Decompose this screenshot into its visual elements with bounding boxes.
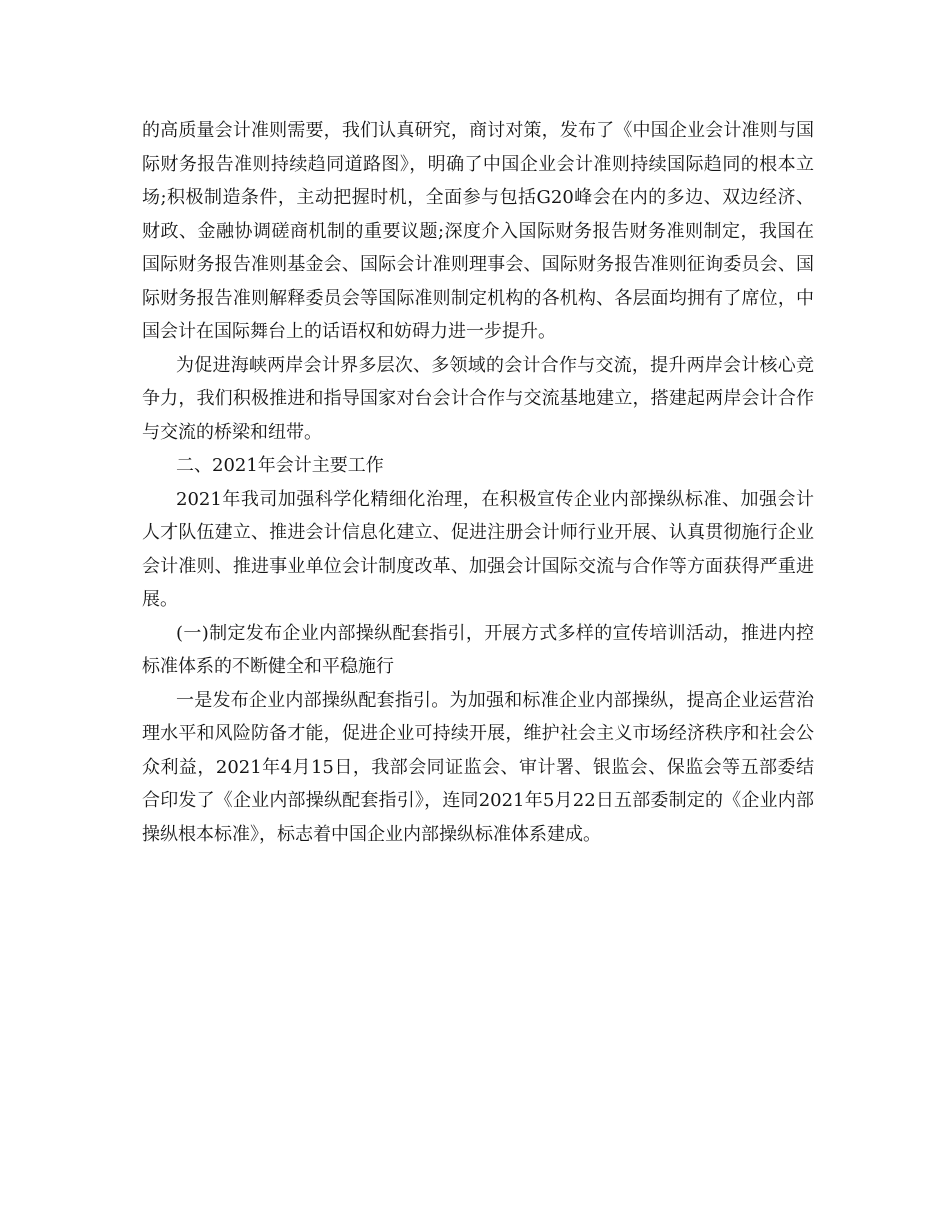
document-body [142,114,814,851]
body-paragraph: 一是发布企业内部操纵配套指引。为加强和标准企业内部操纵，提高企业运营治理水平和风险防备才能，促进企业可持续开展，维护社会主义市场经济秩序和社会公众利益，2021年4月15日，我部会同证监会、审计署、银监会、保监会等五部委结合印发了《企业内部操纵配套指引》，连同2021年5月22日五部委制定的《企业内部操纵根本标准》，标志着中国企业内部操纵标准体系建成。 [142,689,814,845]
body-paragraph: 为促进海峡两岸会计界多层次、多领域的会计合作与交流，提升两岸会计核心竞争力，我们积极推进和指导国家对台会计合作与交流基地建立，搭建起两岸会计合作与交流的桥梁和纽带。 [142,354,814,443]
body-paragraph: 2021年我司加强科学化精细化治理，在积极宣传企业内部操纵标准、加强会计人才队伍建立、推进会计信息化建立、促进注册会计师行业开展、认真贯彻施行企业会计准则、推进事业单位会计制度改革、加强会计国际交流与合作等方面获得严重进展。 [142,488,814,610]
body-paragraph: 的高质量会计准则需要，我们认真研究，商讨对策，发布了《中国企业会计准则与国际财务报告准则持续趋同道路图》，明确了中国企业会计准则持续国际趋同的根本立场;积极制造条件，主动把握时机，全面参与包括G20峰会在内的多边、双边经济、财政、金融协调磋商机制的重要议题;深度介入国际财务报告财务准则制定，我国在国际财务报告准则基金会、国际会计准则理事会、国际财务报告准则征询委员会、国际财务报告准则解释委员会等国际准则制定机构的各机构、各层面均拥有了席位，中国会计在国际舞台上的话语权和妨碍力进一步提升。 [142,120,814,342]
section-heading: 二、2021年会计主要工作 [176,455,384,476]
subsection-heading: (一)制定发布企业内部操纵配套指引，开展方式多样的宣传培训活动，推进内控标准体系的不断健全和平稳施行 [142,622,814,677]
